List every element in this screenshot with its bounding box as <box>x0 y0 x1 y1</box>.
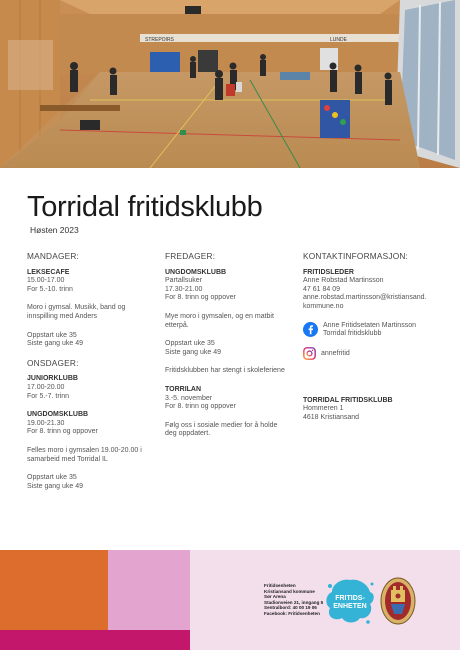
leksecafe-block <box>27 269 152 295</box>
fri-ungdomsklubb-block <box>165 269 290 303</box>
leksecafe-audience: For 5.-10. trinn <box>27 285 73 293</box>
facebook-text <box>323 322 416 339</box>
monday-description: Moro i gymsal. Musikk, band og innspilling med Anders <box>27 304 126 320</box>
contact-heading: KONTAKTINFORMASJON: <box>303 251 409 261</box>
juniorklubb-title: JUNIORKLUBB <box>27 375 78 383</box>
friday-start: Oppstart uke 35 <box>165 340 215 348</box>
friday-end: Siste gang uke 49 <box>165 348 222 356</box>
leksecafe-title: LEKSECAFE <box>27 268 70 276</box>
torrilan-audience: For 8. trinn og oppover <box>165 403 236 411</box>
wed-ungdomsklubb-time: 19.00-21.30 <box>27 419 65 427</box>
gym-photo <box>0 0 460 168</box>
wed-ungdomsklubb-block <box>27 411 152 437</box>
footer-line-3: Sør Arena <box>264 594 286 600</box>
wednesday-start: Oppstart uke 35 <box>27 474 77 482</box>
footer-pink-block <box>108 550 190 630</box>
wall-banner-text: STREPOIRS <box>145 37 174 43</box>
juniorklubb-time: 17.00-20.00 <box>27 383 65 391</box>
monday-period <box>27 332 152 349</box>
monday-end: Siste gang uke 49 <box>27 340 84 348</box>
instagram-handle: annefritid <box>321 349 350 357</box>
footer-line-1: Fritidsenheten <box>264 583 296 588</box>
leksecafe-time: 15.00-17.00 <box>27 277 65 285</box>
fridays-heading: FREDAGER: <box>165 251 216 261</box>
wall-banner-text-2: LUNDE <box>330 37 347 43</box>
kristiansand-crest <box>380 576 416 631</box>
logo-text-line1: FRITIDS- <box>335 595 365 602</box>
footer-line-6: Facebook: Fritidsenheten <box>264 610 320 616</box>
leader-name: Anne Robstad Martinsson <box>303 277 384 285</box>
leader-title: FRITIDSLEDER <box>303 268 354 276</box>
municipal-crest-icon <box>380 576 416 626</box>
wednesday-description: Felles moro i gymsalen 19.00-20.00 i samarbeid med Torridal IL <box>27 446 142 463</box>
fri-ungdomsklubb-time: 17.30-21.00 <box>165 285 203 293</box>
juniorklubb-audience: For 5.-7. trinn <box>27 392 70 400</box>
footer-line-2: Kristiansand kommune <box>264 588 315 594</box>
leader-phone[interactable]: 47 61 84 09 <box>303 285 340 293</box>
torrilan-block <box>165 386 290 412</box>
facebook-icon <box>303 322 318 337</box>
facebook-line1: Anne Fritidsetaten Martinsson <box>323 321 416 329</box>
wed-ungdomsklubb-title: UNGDOMSKLUBB <box>27 411 89 419</box>
wednesdays-heading: ONSDAGER: <box>27 357 79 368</box>
footer-contact-info <box>264 583 323 617</box>
address-city: 4618 Kristiansand <box>303 413 360 421</box>
gym-photo-illustration <box>0 0 460 168</box>
monday-start: Oppstart uke 35 <box>27 331 77 339</box>
fritidsenheten-logo-splash <box>324 576 376 626</box>
page-title: Torridal fritidsklubb <box>27 191 263 223</box>
fri-ungdomsklubb-weeks: Partallsuker <box>165 277 202 285</box>
social-media-note: Følg oss i sosiale medier for å holde deg oppdatert. <box>165 421 278 438</box>
footer-line-5: Sentralbord: 40 00 19 06 <box>264 605 317 611</box>
wed-ungdomsklubb-audience: For 8. trinn og oppover <box>27 428 98 436</box>
footer-magenta-bar <box>0 630 190 650</box>
season-subtitle: Høsten 2023 <box>30 225 79 235</box>
column-fridays <box>165 252 290 449</box>
column-contact <box>303 252 443 433</box>
holiday-note: Fritidsklubben har stengt i skoleferiene <box>165 367 285 375</box>
torrilan-title: TORRILAN <box>165 385 202 393</box>
friday-period <box>165 340 290 357</box>
fri-ungdomsklubb-title: UNGDOMSKLUBB <box>165 268 227 276</box>
facebook-line2: Torridal fritidsklubb <box>323 330 382 338</box>
fri-ungdomsklubb-audience: For 8. trinn og oppover <box>165 294 236 302</box>
instagram-row[interactable] <box>303 347 443 360</box>
address-block <box>303 397 443 423</box>
instagram-icon <box>303 347 316 360</box>
wednesday-period <box>27 474 152 491</box>
leader-email-part2: kommune.no <box>303 302 344 310</box>
address-street: Hommeren 1 <box>303 405 344 413</box>
wednesday-end: Siste gang uke 49 <box>27 482 84 490</box>
mondays-heading: MANDAGER: <box>27 251 80 261</box>
juniorklubb-block <box>27 375 152 401</box>
torrilan-dates: 3.-5. november <box>165 394 213 402</box>
leader-block <box>303 269 443 312</box>
footer-line-4: Stadionveien 21, inngang 5 <box>264 599 324 605</box>
column-mondays-wednesdays <box>27 252 152 501</box>
leader-email[interactable] <box>303 294 443 311</box>
fritidsenheten-logo <box>324 576 376 631</box>
footer-orange-block <box>0 550 108 630</box>
facebook-row[interactable] <box>303 322 443 339</box>
address-title: TORRIDAL FRITIDSKLUBB <box>303 396 393 404</box>
leader-email-part1: anne.robstad.martinsson@kristiansand. <box>303 294 427 302</box>
instagram-text <box>321 347 350 359</box>
friday-description: Mye moro i gymsalen, og en matbit etterpå. <box>165 312 274 329</box>
logo-text-line2: ENHETEN <box>333 603 367 610</box>
